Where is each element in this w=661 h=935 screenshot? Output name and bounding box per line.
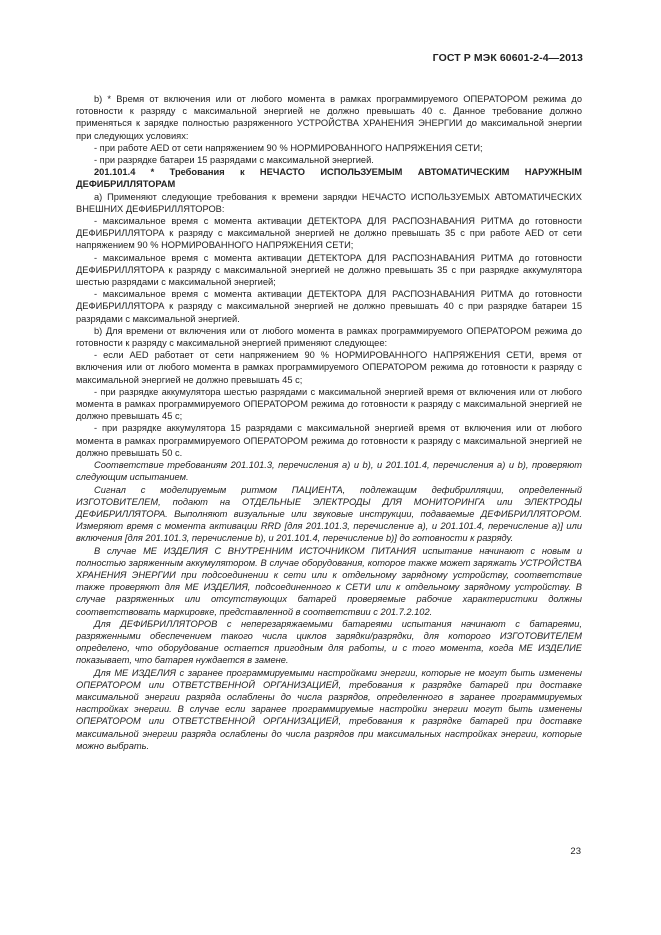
paragraph: Соответствие требованиям 201.101.3, перечисления a) и b), и 201.101.4, перечисления a) и b), проверяют следующим испытанием.: [76, 460, 582, 483]
paragraph: 201.101.4 * Требования к НЕЧАСТО ИСПОЛЬЗУЕМЫМ АВТОМАТИЧЕСКИМ НАРУЖНЫМ ДЕФИБРИЛЛЯТОРАМ: [76, 167, 582, 190]
document-header: ГОСТ Р МЭК 60601-2-4—2013: [432, 52, 583, 64]
paragraph: - при разрядке аккумулятора 15 разрядами с максимальной энергией время от включения или от любого момента в рамках программируемого ОПЕРАТОРОМ режима до готовности к разряду с максимальной энергией не должно превышать 50 с.: [76, 423, 582, 458]
paragraph: b) Для времени от включения или от любого момента в рамках программируемого ОПЕРАТОРОМ режима до готовности к разряду с максимальной энергией применяют следующее:: [76, 325, 582, 349]
paragraph: - максимальное время с момента активации ДЕТЕКТОРА ДЛЯ РАСПОЗНАВАНИЯ РИТМА до готовности ДЕФИБРИЛЛЯТОРА к разряду с максимальной энергией не должно превышать 35 с при разрядке аккумулятора шестью разрядами с максимальной энергией;: [76, 252, 582, 288]
paragraph: - при работе AED от сети напряжением 90 % НОРМИРОВАННОГО НАПРЯЖЕНИЯ СЕТИ;: [94, 142, 483, 153]
page-body: [76, 93, 582, 752]
paragraph: - максимальное время с момента активации ДЕТЕКТОРА ДЛЯ РАСПОЗНАВАНИЯ РИТМА до готовности ДЕФИБРИЛЛЯТОРА к разряду с максимальной энергией не должно превышать 40 с при разрядке батареи 15 разрядами с максимальной энергией.: [76, 289, 582, 324]
page-number: 23: [570, 846, 581, 857]
paragraph: - при разрядке батареи 15 разрядами с максимальной энергией.: [94, 155, 374, 166]
paragraph: b) * Время от включения или от любого момента в рамках программируемого ОПЕРАТОРОМ режима до готовности к разряду с максимальной энергией не должно превышать 40 с. Данное требование должно применяться к зарядке полностью разряженного УСТРОЙСТВА ХРАНЕНИЯ ЭНЕРГИИ до максимальной энергии при следующих условиях:: [76, 94, 582, 141]
paragraph: Сигнал с моделируемым ритмом ПАЦИЕНТА, подлежащим дефибрилляции, определенный ИЗГОТОВИТЕЛЕМ, подают на ОТДЕЛЬНЫЕ ЭЛЕКТРОДЫ ДЛЯ МОНИТОРИНГА или ЭЛЕКТРОДЫ ДЕФИБРИЛЛЯТОРА. Выполняют визуальные или звуковые инструкции, подаваемые ДЕФИБРИЛЛЯТОРОМ. Измеряют время с момента активации RRD [для 201.101.3, перечисление a), и 201.101.4, перечисление a)] или включения [для 201.101.3, перечисление b), и 201.101.4, перечисление b)] до готовности к разряду.: [76, 484, 582, 544]
paragraph: - максимальное время с момента активации ДЕТЕКТОРА ДЛЯ РАСПОЗНАВАНИЯ РИТМА до готовности ДЕФИБРИЛЛЯТОРА к разряду с максимальной энергией не должно превышать 35 с при работе AED от сети напряжением 90 % НОРМИРОВАННОГО НАПРЯЖЕНИЯ СЕТИ;: [76, 216, 582, 251]
paragraph: - если AED работает от сети напряжением 90 % НОРМИРОВАННОГО НАПРЯЖЕНИЯ СЕТИ, время от включения или от любого момента в рамках программируемого ОПЕРАТОРОМ режима до готовности к разряду с максимальной энергией не должно превышать 45 с;: [76, 350, 582, 385]
paragraph: Для МЕ ИЗДЕЛИЯ с заранее программируемыми настройками энергии, которые не могут быть изменены ОПЕРАТОРОМ или ОТВЕТСТВЕННОЙ ОРГАНИЗАЦИЕЙ, требования к разрядке батарей при доставке максимальной энергии разряда ослаблены до числа разрядов, определенного в заранее программируемых настройках энергии. В случае если заранее программируемые настройки энергии могут быть изменены ОПЕРАТОРОМ или ОТВЕТСТВЕННОЙ ОРГАНИЗАЦИЕЙ, требования к разрядке батарей при доставке максимальной энергии разряда ослаблены до числа разрядов при максимальных настройках энергии, которые можно выбрать.: [76, 667, 582, 751]
paragraph: - при разрядке аккумулятора шестью разрядами с максимальной энергией время от включения или от любого момента в рамках программируемого ОПЕРАТОРОМ режима до готовности к разряду с максимальной энергией не должно превышать 45 с;: [76, 386, 582, 422]
paragraph: a) Применяют следующие требования к времени зарядки НЕЧАСТО ИСПОЛЬЗУЕМЫХ АВТОМАТИЧЕСКИХ ВНЕШНИХ ДЕФИБРИЛЛЯТОРОВ:: [76, 191, 582, 214]
paragraph: Для ДЕФИБРИЛЛЯТОРОВ с неперезаряжаемыми батареями испытания начинают с батареями, разряженными обеспечением такого числа циклов зарядки/разрядки, для которого ИЗГОТОВИТЕЛЕМ определено, что оборудование остается пригодным для работы, и с того момента, когда МЕ ИЗДЕЛИЕ показывает, что батарея нуждается в замене.: [76, 618, 582, 666]
paragraph: В случае МЕ ИЗДЕЛИЯ С ВНУТРЕННИМ ИСТОЧНИКОМ ПИТАНИЯ испытание начинают с новым и полностью заряженным аккумулятором. В случае оборудования, которое также может заряжать УСТРОЙСТВА ХРАНЕНИЯ ЭНЕРГИИ при подсоединении к сети или к отдельному зарядному устройству, соответствие также проверяют для МЕ ИЗДЕЛИЯ, подсоединенного к СЕТИ или к отдельному зарядному устройству. В случае разряженных или отсутствующих батарей проверяемые рабочие характеристики должны соответствовать маркировке, представленной в соответствии с 201.7.2.102.: [76, 545, 582, 617]
